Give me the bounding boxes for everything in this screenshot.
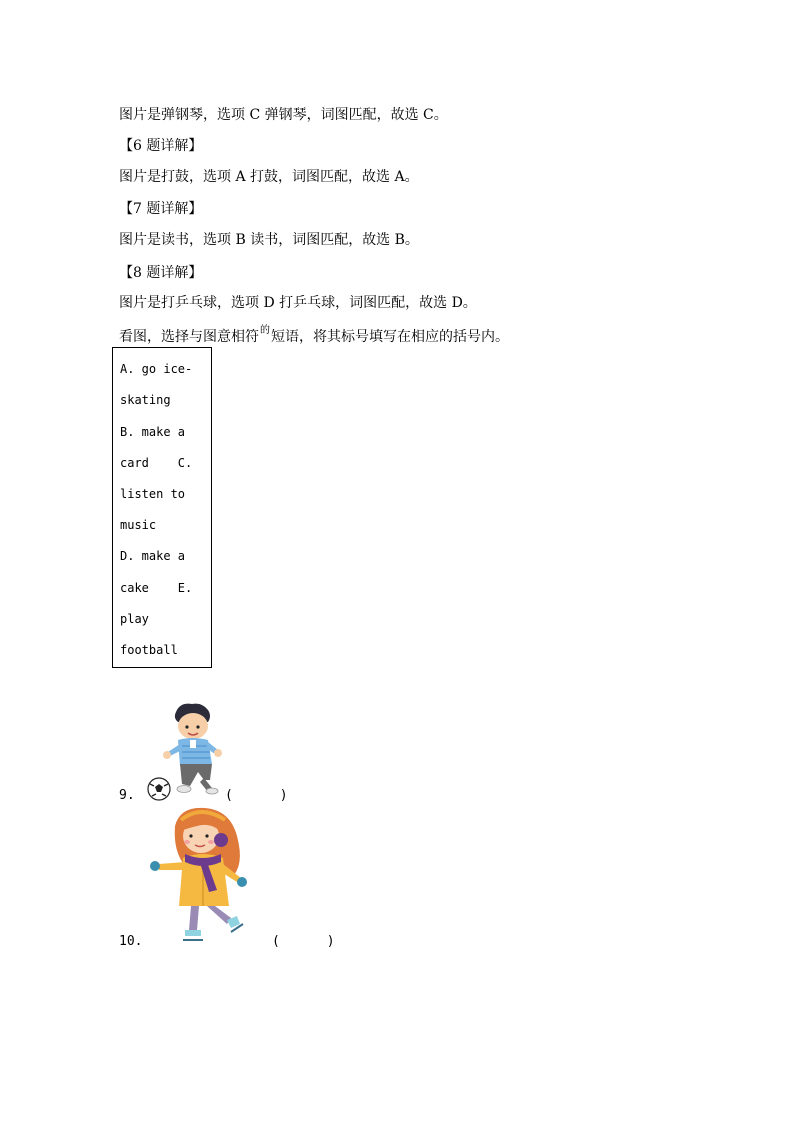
option-line: music [120,518,157,532]
explanation-7: 图片是读书，选项 B 读书，词图匹配，故选 B。 [119,232,419,248]
instruction-text-b: 短语，将其标号填写在相应的括号内。 [271,329,509,345]
answer-blank[interactable]: ( ) [272,934,335,949]
option-line: cake E. [120,581,193,595]
heading-7: 【7 题详解】 [119,201,203,217]
heading-6: 【6 题详解】 [119,138,203,154]
option-line: D. make a [120,549,186,563]
option-line: A. go ice- [120,362,193,376]
option-line: listen to [120,487,186,501]
question-number: 9. [119,788,135,803]
option-line: B. make a [120,425,186,439]
option-line: play [120,612,149,626]
instruction-sup: 的 [260,325,270,336]
instruction [119,326,509,346]
instruction-text-a: 看图，选择与图意相符 [119,329,259,345]
answer-blank[interactable]: ( ) [225,788,288,803]
option-line: football [120,643,178,657]
girl-ice-skating-image [145,806,255,946]
heading-8: 【8 题详解】 [119,265,203,281]
option-line: skating [120,393,171,407]
explanation-8: 图片是打乒乓球，选项 D 打乒乓球，词图匹配，故选 D。 [119,295,477,311]
question-number: 10. [119,934,143,949]
option-line: card C. [120,456,193,470]
options-box [112,347,212,668]
explanation-5: 图片是弹钢琴，选项 C 弹钢琴，词图匹配，故选 C。 [119,107,448,123]
explanation-6: 图片是打鼓，选项 A 打鼓，词图匹配，故选 A。 [119,169,419,185]
boy-playing-football-image [140,700,230,802]
